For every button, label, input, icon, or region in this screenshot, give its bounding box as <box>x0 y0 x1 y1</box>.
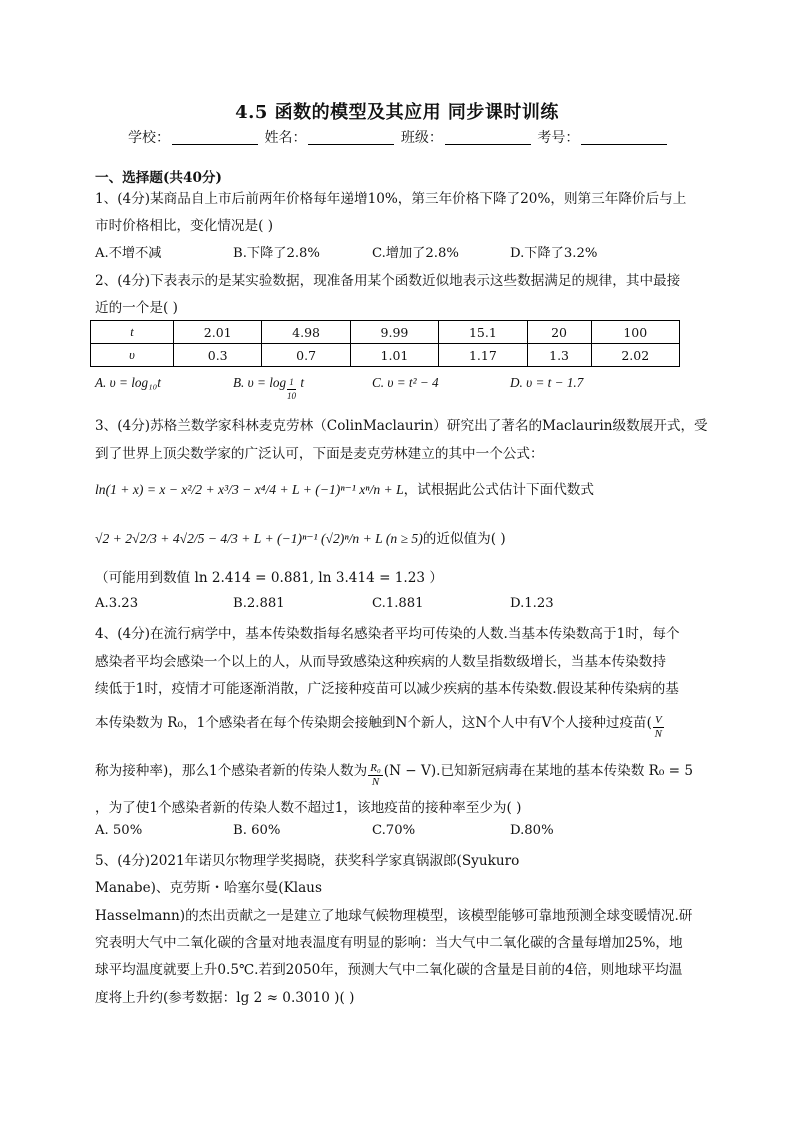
frac-num: R₀ <box>370 762 381 774</box>
table-cell: 2.01 <box>174 321 262 344</box>
table-row <box>91 321 680 344</box>
q3-formula-2-row <box>95 527 506 547</box>
school-blank[interactable] <box>172 130 258 145</box>
q2-option-a: A. υ = log₁₀t <box>95 375 161 390</box>
table-header-v: υ <box>91 344 174 367</box>
table-cell: 1.17 <box>439 344 527 367</box>
q3-line-1: 3、(4分)苏格兰数学家科林麦克劳林（ColinMaclaurin）研究出了著名的Maclaurin级数展开式，受 <box>95 418 708 434</box>
q3-formula-1-row <box>95 478 594 498</box>
q4-option-d: D.80% <box>510 823 554 838</box>
q5-line-3: Hasselmann)的杰出贡献之一是建立了地球气候物理模型，该模型能够可靠地预测全球变暖情况.研 <box>95 908 693 924</box>
table-cell: 100 <box>591 321 679 344</box>
q3-hint: （可能用到数值 ln 2.414 = 0.881, ln 3.414 = 1.23 ） <box>95 570 443 586</box>
q5-line-4: 究表明大气中二氧化碳的含量对地表温度有明显的影响：当大气中二氧化碳的含量每增加25%，地 <box>95 935 683 951</box>
q3-option-d: D.1.23 <box>510 596 554 611</box>
table-cell: 0.3 <box>174 344 262 367</box>
data-table <box>90 320 680 367</box>
page-title: 4.5 函数的模型及其应用 同步课时训练 <box>235 102 559 123</box>
q5-line-5: 球平均温度就要上升0.5℃.若到2050年，预测大气中二氧化碳的含量是目前的4倍，则地球平均温 <box>95 962 683 978</box>
q1-option-c: C.增加了2.8% <box>372 246 459 261</box>
table-cell: 9.99 <box>350 321 438 344</box>
class-label: 班级： <box>400 130 443 146</box>
q4-line-4: 本传染数为 R₀，1个感染者在每个传染期会接触到N个新人，这N个人中有V个人接种过疫苗( <box>95 715 652 731</box>
q4-option-b: B. 60% <box>233 823 281 838</box>
infection-fraction <box>368 762 383 789</box>
q3-formula-1-tail: ，试根据此公式估计下面代数式 <box>403 482 594 498</box>
q3-formula-2-tail: 的近似值为( ) <box>422 531 506 547</box>
table-cell: 15.1 <box>439 321 527 344</box>
series-expression: √2 + 2√2/3 + 4√2/5 − 4/3 + L + (−1)ⁿ⁻¹ (√2)ⁿ/n + L (n ≥ 5) <box>95 531 423 546</box>
school-label: 学校： <box>128 130 170 146</box>
q4-line-2: 感染者平均会感染一个以上的人，从而导致感染这种疾病的人数呈指数级增长，当基本传染数持 <box>95 654 666 670</box>
q1-option-a: A.不增不减 <box>95 246 162 261</box>
q1-option-d: D.下降了3.2% <box>510 246 598 261</box>
log-base-den: 10 <box>287 391 297 401</box>
q4-line-4-row <box>95 711 665 741</box>
q2-option-c: C. υ = t² − 4 <box>372 375 439 390</box>
q4-option-c: C.70% <box>372 823 416 838</box>
table-cell: 1.01 <box>350 344 438 367</box>
q3-option-b: B.2.881 <box>233 596 285 611</box>
frac-num: V <box>654 714 662 726</box>
q5-line-2: Manabe)、克劳斯・哈塞尔曼(Klaus <box>95 880 322 896</box>
table-cell: 0.7 <box>262 344 350 367</box>
maclaurin-formula: ln(1 + x) = x − x²/2 + x³/3 − x⁴/4 + L + (−1)ⁿ⁻¹ xⁿ/n + L <box>95 482 404 497</box>
table-row <box>91 344 680 367</box>
q2-option-b <box>233 375 304 403</box>
q4-line-5-row <box>95 759 693 789</box>
q4-option-a: A. 50% <box>95 823 143 838</box>
q4-line-6: ，为了使1个感染者新的传染人数不超过1，该地疫苗的接种率至少为( ) <box>95 800 522 816</box>
q2-option-d: D. υ = t − 1.7 <box>510 375 584 390</box>
q1-line-1: 1、(4分)某商品自上市后前两年价格每年递增10%，第三年价格下降了20%，则第三年降价后与上 <box>95 191 687 207</box>
q1-line-2: 市时价格相比，变化情况是( ) <box>95 218 274 234</box>
table-cell: 4.98 <box>262 321 350 344</box>
q2-line-1: 2、(4分)下表表示的是某实验数据，现准备用某个函数近似地表示这些数据满足的规律，其中最接 <box>95 273 681 289</box>
q5-line-6: 度将上升约(参考数据：lg 2 ≈ 0.3010 )( ) <box>95 990 355 1006</box>
student-info-line <box>128 127 669 147</box>
q2-option-b-text: B. υ = log <box>233 375 287 390</box>
table-cell: 1.3 <box>527 344 591 367</box>
id-label: 考号： <box>537 130 580 146</box>
q3-option-a: A.3.23 <box>95 596 139 611</box>
log-base-fraction <box>287 376 296 403</box>
q3-line-2: 到了世界上顶尖数学家的广泛认可，下面是麦克劳林建立的其中一个公式： <box>95 446 544 462</box>
frac-den: N <box>371 776 380 788</box>
vaccination-rate-fraction <box>653 714 664 741</box>
id-blank[interactable] <box>581 130 667 145</box>
q4-line-3: 续低于1时，疫情才可能逐渐消散，广泛接种疫苗可以减少疾病的基本传染数.假设某种传染病的基 <box>95 681 679 697</box>
table-header-t: t <box>91 321 174 344</box>
log-base-num: 1 <box>287 376 296 390</box>
q2-line-2: 近的一个是( ) <box>95 300 178 316</box>
q4-line-5-tail: (N − V).已知新冠病毒在某地的基本传染数 R₀ = 5 <box>383 763 694 779</box>
q4-line-1: 4、(4分)在流行病学中，基本传染数指每名感染者平均可传染的人数.当基本传染数高于1时，每个 <box>95 626 680 642</box>
class-blank[interactable] <box>445 130 531 145</box>
q1-option-b: B.下降了2.8% <box>233 246 320 261</box>
name-label: 姓名： <box>264 130 307 146</box>
q3-option-c: C.1.881 <box>372 596 424 611</box>
table-cell: 2.02 <box>591 344 679 367</box>
q4-line-5: 称为接种率)，那么1个感染者新的传染人数为 <box>95 763 368 779</box>
frac-den: N <box>654 728 662 740</box>
table-cell: 20 <box>527 321 591 344</box>
q2-option-b-arg: t <box>297 375 305 390</box>
q5-line-1: 5、(4分)2021年诺贝尔物理学奖揭晓，获奖科学家真锅淑郎(Syukuro <box>95 853 520 869</box>
section-heading: 一、选择题(共40分) <box>95 170 222 186</box>
name-blank[interactable] <box>308 130 394 145</box>
